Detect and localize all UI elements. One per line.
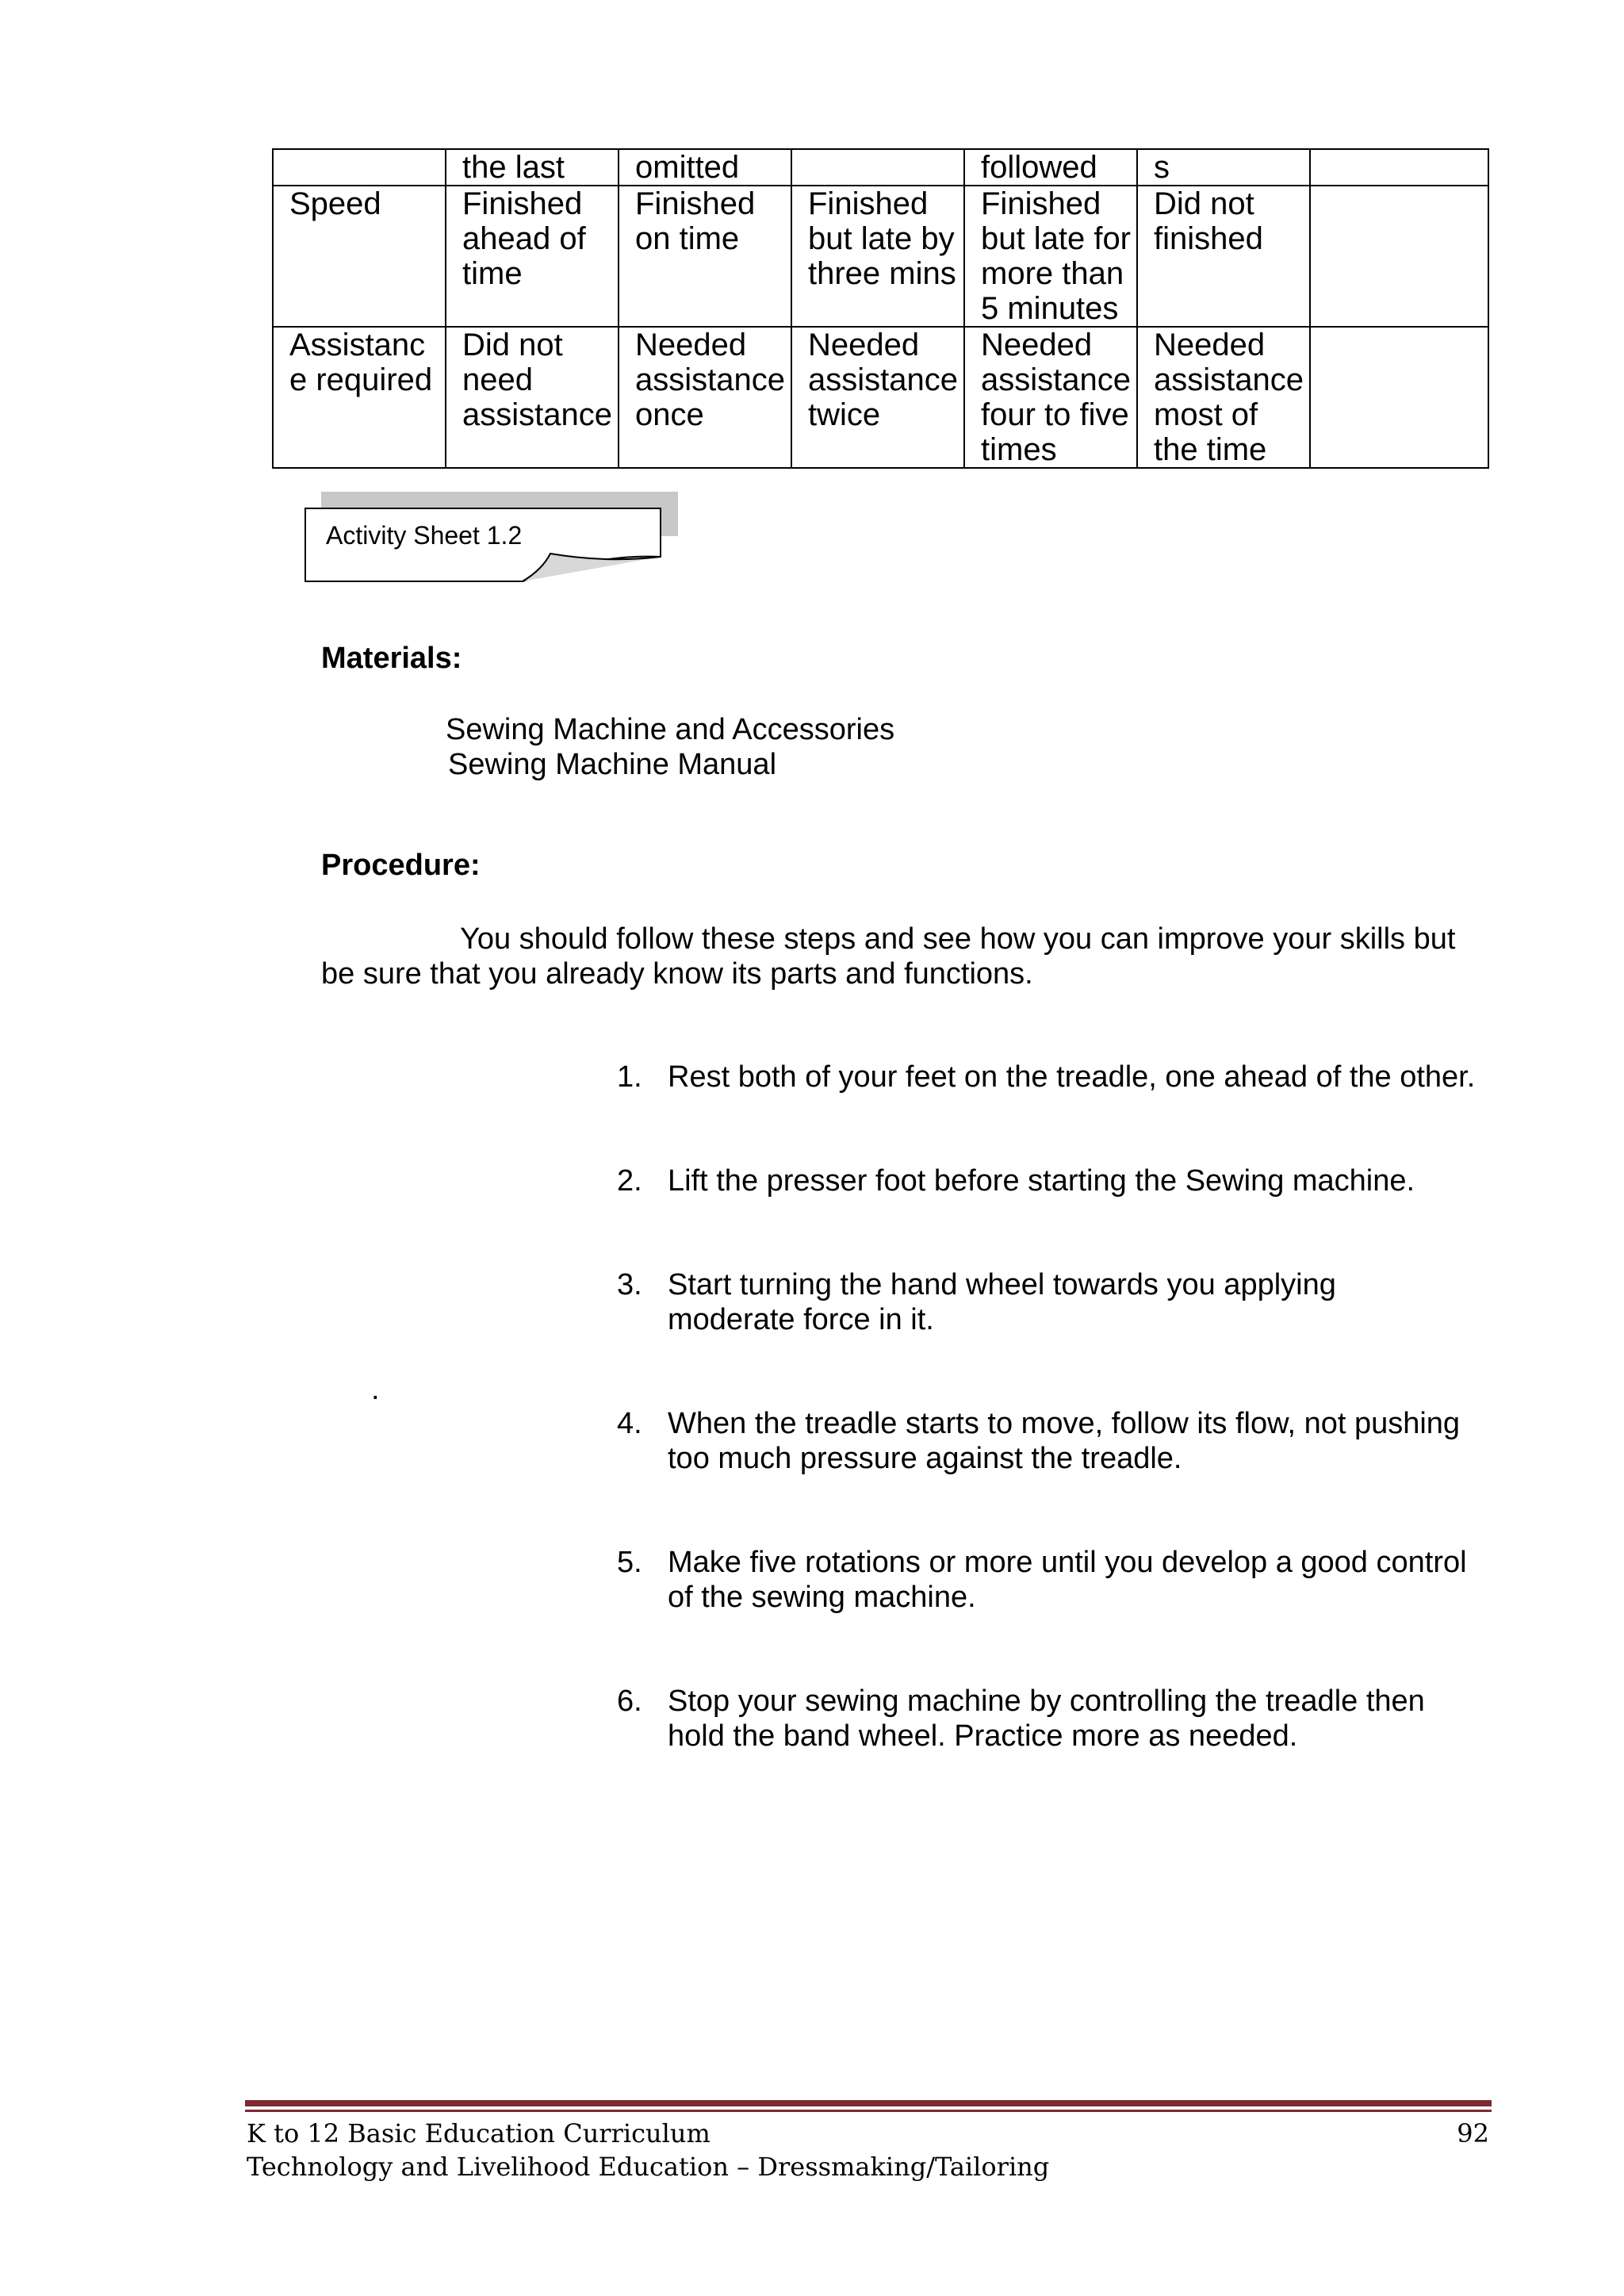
step-number: 1. bbox=[617, 1060, 642, 1094]
table-cell: Needed assistance four to five times bbox=[964, 327, 1137, 468]
step-text: Stop your sewing machine by controlling the treadle then hold the band wheel. Practice more as needed. bbox=[668, 1685, 1425, 1753]
step-number: 6. bbox=[617, 1685, 642, 1718]
table-cell bbox=[1310, 327, 1488, 468]
step-number: 3. bbox=[617, 1268, 642, 1301]
table-row bbox=[273, 327, 1488, 468]
table-cell-criterion: Assistanc e required bbox=[273, 327, 446, 468]
procedure-heading: Procedure: bbox=[321, 849, 481, 882]
step-text: Start turning the hand wheel towards you applying moderate force in it. bbox=[668, 1268, 1336, 1336]
table-cell: Did not finished bbox=[1137, 186, 1310, 327]
table-cell: Did not need assistance bbox=[446, 327, 619, 468]
procedure-intro-line2: be sure that you already know its parts and functions. bbox=[321, 957, 1033, 991]
footer-subject: Technology and Livelihood Education – Dressmaking/Tailoring bbox=[247, 2152, 1050, 2182]
footer-rule bbox=[245, 2110, 1492, 2112]
table-cell: s bbox=[1137, 149, 1310, 186]
page-number: 92 bbox=[1457, 2118, 1489, 2148]
step-text: Make five rotations or more until you develop a good control of the sewing machine. bbox=[668, 1546, 1467, 1614]
table-cell: Needed assistance once bbox=[619, 327, 791, 468]
table-cell: Needed assistance most of the time bbox=[1137, 327, 1310, 468]
table-cell: Finished but late by three mins bbox=[791, 186, 964, 327]
table-cell: Finished but late for more than 5 minutes bbox=[964, 186, 1137, 327]
table-cell bbox=[791, 149, 964, 186]
step-number: 5. bbox=[617, 1546, 642, 1579]
rubric-table bbox=[272, 148, 1489, 469]
footer-rule bbox=[245, 2100, 1492, 2106]
table-cell: Finished ahead of time bbox=[446, 186, 619, 327]
procedure-intro-line1: You should follow these steps and see how you can improve your skills but bbox=[460, 922, 1456, 956]
table-cell bbox=[273, 149, 446, 186]
step-text: Lift the presser foot before starting the Sewing machine. bbox=[668, 1164, 1415, 1198]
footer-curriculum: K to 12 Basic Education Curriculum bbox=[247, 2118, 710, 2148]
table-row bbox=[273, 149, 1488, 186]
table-row bbox=[273, 186, 1488, 327]
materials-item: Sewing Machine Manual bbox=[448, 748, 777, 781]
table-cell bbox=[1310, 149, 1488, 186]
stray-mark: . bbox=[371, 1373, 380, 1406]
step-text: When the treadle starts to move, follow its flow, not pushing too much pressure against the treadle. bbox=[668, 1407, 1461, 1475]
materials-heading: Materials: bbox=[321, 642, 462, 675]
table-cell: the last bbox=[446, 149, 619, 186]
materials-item: Sewing Machine and Accessories bbox=[446, 713, 895, 746]
step-number: 4. bbox=[617, 1407, 642, 1440]
table-cell: Needed assistance twice bbox=[791, 327, 964, 468]
table-cell bbox=[1310, 186, 1488, 327]
activity-sheet-label: Activity Sheet 1.2 bbox=[326, 521, 523, 550]
table-cell: followed bbox=[964, 149, 1137, 186]
table-cell: omitted bbox=[619, 149, 791, 186]
table-cell-criterion: Speed bbox=[273, 186, 446, 327]
table-cell: Finished on time bbox=[619, 186, 791, 327]
step-number: 2. bbox=[617, 1164, 642, 1198]
step-text: Rest both of your feet on the treadle, one ahead of the other. bbox=[668, 1060, 1476, 1094]
